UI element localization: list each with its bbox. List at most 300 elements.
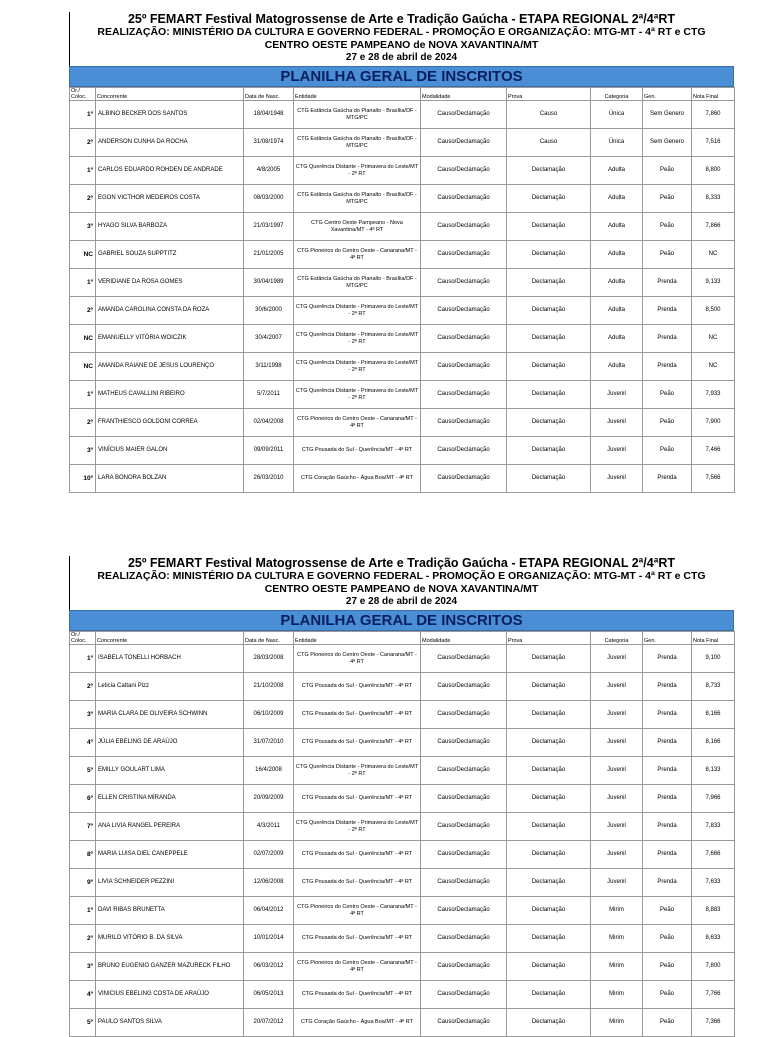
col-pos: Or./ Coloc. (70, 632, 96, 645)
cell-pos: 1º (70, 269, 96, 297)
table-row (70, 353, 735, 381)
cell-prova: Declamação (507, 213, 591, 241)
cell-pos: 2º (70, 925, 96, 953)
cell-modalidade: Causo/Declamação (421, 953, 507, 981)
col-nome: Concorrente (96, 632, 244, 645)
cell-entidade: CTG Querência Distante - Primavera do Leste/MT - 2ª RT (294, 297, 421, 325)
cell-prova: Declamação (507, 785, 591, 813)
cell-nasc: 06/04/2012 (244, 897, 294, 925)
cell-entidade: CTG Pousada do Sul - Querência/MT - 4ª RT (294, 785, 421, 813)
cell-modalidade: Causo/Declamação (421, 757, 507, 785)
festival-title: 25º FEMART Festival Matogrossense de Arte e Tradição Gaúcha - ETAPA REGIONAL 2ª/4ªRT (127, 12, 676, 26)
cell-nome: Leticia Cattani Pizz (96, 673, 244, 701)
cell-entidade: CTG Pousada do Sul - Querência/MT - 4ª RT (294, 701, 421, 729)
cell-entidade: CTG Querência Distante - Primavera do Leste/MT - 2ª RT (294, 157, 421, 185)
cell-prova: Declamação (507, 953, 591, 981)
planilha-banner: PLANILHA GERAL DE INSCRITOS (69, 66, 734, 87)
cell-prova: Declamação (507, 841, 591, 869)
table-row (70, 185, 735, 213)
cell-entidade: CTG Pousada do Sul - Querência/MT - 4ª RT (294, 981, 421, 1009)
cell-nota: 9,133 (692, 269, 735, 297)
event-date: 27 e 28 de abril de 2024 (345, 52, 458, 63)
cell-entidade: CTG Pousada do Sul - Querência/MT - 4ª RT (294, 437, 421, 465)
cell-modalidade: Causo/Declamação (421, 981, 507, 1009)
cell-categoria: Mirim (591, 897, 643, 925)
cell-nome: FRANTHIESCO GOLDONI CORREA (96, 409, 244, 437)
cell-nota: 7,766 (692, 981, 735, 1009)
cell-nasc: 30/04/1989 (244, 269, 294, 297)
cell-nome: MURILO VITÓRIO B. DA SILVA (96, 925, 244, 953)
cell-prova: Causo (507, 101, 591, 129)
table-body (70, 645, 735, 1037)
cell-entidade: CTG Estância Gaúcha do Planalto - Brasília/DF - MTG/PC (294, 129, 421, 157)
table-row (70, 953, 735, 981)
cell-categoria: Juvenil (591, 465, 643, 493)
cell-nota: 7,366 (692, 1009, 735, 1037)
table-body (70, 101, 735, 493)
cell-categoria: Juvenil (591, 729, 643, 757)
cell-nasc: 06/05/2013 (244, 981, 294, 1009)
cell-nome: ANA LIVIA RANGEL PEREIRA (96, 813, 244, 841)
cell-pos: 2º (70, 185, 96, 213)
table-row (70, 981, 735, 1009)
table-row (70, 925, 735, 953)
festival-title: 25º FEMART Festival Matogrossense de Arte e Tradição Gaúcha - ETAPA REGIONAL 2ª/4ªRT (127, 556, 676, 570)
realizacao-line: REALIZAÇÃO: MINISTÉRIO DA CULTURA E GOVERNO FEDERAL - PROMOÇÃO E ORGANIZAÇÃO: MTG-MT - 4ª RT e CTG (97, 570, 706, 582)
col-prova: Prova (507, 632, 591, 645)
cell-nota: NC (692, 353, 735, 381)
cell-nota: 7,866 (692, 213, 735, 241)
cell-nasc: 02/07/2009 (244, 841, 294, 869)
cell-categoria: Juvenil (591, 813, 643, 841)
cell-pos: 8º (70, 841, 96, 869)
cell-modalidade: Causo/Declamação (421, 409, 507, 437)
cell-nasc: 12/06/2008 (244, 869, 294, 897)
cell-categoria: Mirim (591, 1009, 643, 1037)
cell-gen: Peão (643, 241, 692, 269)
cell-nome: AMANDA RAIANE DE JESUS LOURENÇO (96, 353, 244, 381)
table-row (70, 465, 735, 493)
cell-modalidade: Causo/Declamação (421, 269, 507, 297)
col-nota: Nota Final (692, 88, 735, 101)
sheet-header (69, 556, 734, 608)
table-row (70, 701, 735, 729)
cell-entidade: CTG Querência Distante - Primavera do Leste/MT - 2ª RT (294, 813, 421, 841)
cell-nasc: 30/6/2000 (244, 297, 294, 325)
cell-nome: JÚLIA EBELING DE ARAÚJO (96, 729, 244, 757)
cell-categoria: Mirim (591, 925, 643, 953)
table-row (70, 673, 735, 701)
cell-nota: 8,733 (692, 673, 735, 701)
cell-pos: 1º (70, 645, 96, 673)
cell-pos: 3º (70, 213, 96, 241)
cell-nasc: 21/03/1997 (244, 213, 294, 241)
cell-gen: Peão (643, 953, 692, 981)
cell-nasc: 10/01/2014 (244, 925, 294, 953)
col-entidade: Entidade (294, 632, 421, 645)
table-header-row (70, 88, 735, 101)
cell-nasc: 4/8/2005 (244, 157, 294, 185)
cell-modalidade: Causo/Declamação (421, 157, 507, 185)
cell-gen: Prenda (643, 785, 692, 813)
event-date: 27 e 28 de abril de 2024 (345, 596, 458, 607)
cell-categoria: Juvenil (591, 841, 643, 869)
cell-categoria: Adulta (591, 325, 643, 353)
cell-nota: 7,666 (692, 841, 735, 869)
cell-gen: Prenda (643, 673, 692, 701)
col-gen: Gen. (643, 88, 692, 101)
cell-nome: LIVIA SCHNEIDER PEZZINI (96, 869, 244, 897)
cell-nasc: 16/4/2008 (244, 757, 294, 785)
cell-gen: Peão (643, 981, 692, 1009)
cell-nome: MATHEUS CAVALLINI RIBEIRO (96, 381, 244, 409)
table-row (70, 757, 735, 785)
table-header-row (70, 632, 735, 645)
cell-categoria: Adulta (591, 241, 643, 269)
cell-modalidade: Causo/Declamação (421, 729, 507, 757)
cell-gen: Prenda (643, 465, 692, 493)
cell-prova: Declamação (507, 241, 591, 269)
cell-pos: 4º (70, 981, 96, 1009)
cell-entidade: CTG Coração Gaúcho - Água Boa/MT - 4ª RT (294, 465, 421, 493)
cell-modalidade: Causo/Declamação (421, 813, 507, 841)
cell-entidade: CTG Estância Gaúcha do Planalto - Brasília/DF - MTG/PC (294, 101, 421, 129)
col-nasc: Data de Nasc. (244, 88, 294, 101)
cell-pos: 2º (70, 297, 96, 325)
sheet-1 (69, 12, 734, 493)
cell-categoria: Juvenil (591, 757, 643, 785)
cell-nota: 7,516 (692, 129, 735, 157)
cell-nome: EMILLY GOULART LIMA (96, 757, 244, 785)
cell-categoria: Juvenil (591, 437, 643, 465)
cell-modalidade: Causo/Declamação (421, 869, 507, 897)
cell-entidade: CTG Pousada do Sul - Querência/MT - 4ª RT (294, 925, 421, 953)
cell-prova: Declamação (507, 701, 591, 729)
cell-pos: 5º (70, 1009, 96, 1037)
cell-categoria: Adulta (591, 157, 643, 185)
cell-nasc: 4/3/2011 (244, 813, 294, 841)
cell-prova: Declamação (507, 981, 591, 1009)
cell-nota: 8,883 (692, 897, 735, 925)
centro-line: CENTRO OESTE PAMPEANO de NOVA XAVANTINA/MT (264, 39, 539, 51)
cell-modalidade: Causo/Declamação (421, 185, 507, 213)
sheet-header (69, 12, 734, 64)
cell-nasc: 18/04/1948 (244, 101, 294, 129)
cell-gen: Prenda (643, 269, 692, 297)
cell-nome: BRUNO EUGENIO GANZER MAZURECK FILHO (96, 953, 244, 981)
cell-gen: Peão (643, 185, 692, 213)
cell-nasc: 20/07/2012 (244, 1009, 294, 1037)
cell-gen: Prenda (643, 701, 692, 729)
cell-nome: CARLOS EDUARDO ROHDEN DE ANDRADE (96, 157, 244, 185)
cell-categoria: Juvenil (591, 673, 643, 701)
cell-prova: Declamação (507, 673, 591, 701)
table-row (70, 409, 735, 437)
cell-modalidade: Causo/Declamação (421, 353, 507, 381)
cell-categoria: Adulta (591, 297, 643, 325)
cell-modalidade: Causo/Declamação (421, 925, 507, 953)
cell-pos: 9º (70, 869, 96, 897)
cell-categoria: Mirim (591, 981, 643, 1009)
cell-pos: 2º (70, 129, 96, 157)
cell-entidade: CTG Pousada do Sul - Querência/MT - 4ª RT (294, 841, 421, 869)
cell-nome: EMANUELLY VITÓRIA WOICZIK (96, 325, 244, 353)
cell-entidade: CTG Querência Distante - Primavera do Leste/MT - 2ª RT (294, 757, 421, 785)
cell-gen: Prenda (643, 729, 692, 757)
cell-gen: Peão (643, 213, 692, 241)
cell-pos: 5º (70, 757, 96, 785)
table-row (70, 129, 735, 157)
table-row (70, 729, 735, 757)
cell-nota: 7,933 (692, 381, 735, 409)
cell-pos: 4º (70, 729, 96, 757)
cell-nota: 7,966 (692, 785, 735, 813)
cell-nasc: 08/03/2000 (244, 185, 294, 213)
cell-modalidade: Causo/Declamação (421, 381, 507, 409)
cell-gen: Sem Genero (643, 101, 692, 129)
cell-entidade: CTG Coração Gaúcho - Água Boa/MT - 4ª RT (294, 1009, 421, 1037)
cell-modalidade: Causo/Declamação (421, 325, 507, 353)
cell-modalidade: Causo/Declamação (421, 129, 507, 157)
cell-nasc: 31/08/1974 (244, 129, 294, 157)
col-pos: Or./ Coloc. (70, 88, 96, 101)
cell-nasc: 20/09/2009 (244, 785, 294, 813)
cell-gen: Prenda (643, 325, 692, 353)
cell-gen: Prenda (643, 645, 692, 673)
cell-prova: Declamação (507, 325, 591, 353)
cell-nome: AMANDA CAROLINA CONSTA DA ROZA (96, 297, 244, 325)
cell-nome: ELLEN CRISTINA MIRANDA (96, 785, 244, 813)
cell-entidade: CTG Centro Oeste Pampeano - Nova Xavantina/MT - 4ª RT (294, 213, 421, 241)
centro-line: CENTRO OESTE PAMPEANO de NOVA XAVANTINA/MT (264, 583, 539, 595)
cell-pos: 1º (70, 101, 96, 129)
cell-categoria: Única (591, 129, 643, 157)
cell-prova: Declamação (507, 381, 591, 409)
cell-categoria: Adulta (591, 185, 643, 213)
table-row (70, 241, 735, 269)
cell-prova: Declamação (507, 729, 591, 757)
table-row (70, 381, 735, 409)
table-row (70, 841, 735, 869)
col-gen: Gen. (643, 632, 692, 645)
cell-nota: 7,900 (692, 409, 735, 437)
col-nome: Concorrente (96, 88, 244, 101)
cell-prova: Declamação (507, 645, 591, 673)
cell-modalidade: Causo/Declamação (421, 701, 507, 729)
cell-nome: MARIA LUISA DIEL CANEPPELE (96, 841, 244, 869)
cell-prova: Declamação (507, 269, 591, 297)
cell-categoria: Juvenil (591, 785, 643, 813)
sheet-2 (69, 556, 734, 1037)
col-entidade: Entidade (294, 88, 421, 101)
col-modalidade: Modalidade (421, 632, 507, 645)
cell-entidade: CTG Querência Distante - Primavera do Leste/MT - 2ª RT (294, 353, 421, 381)
cell-pos: 3º (70, 437, 96, 465)
cell-pos: NC (70, 241, 96, 269)
table-row (70, 269, 735, 297)
cell-categoria: Juvenil (591, 869, 643, 897)
cell-pos: 7º (70, 813, 96, 841)
cell-prova: Declamação (507, 813, 591, 841)
cell-entidade: CTG Pousada do Sul - Querência/MT - 4ª RT (294, 673, 421, 701)
cell-entidade: CTG Querência Distante - Primavera do Leste/MT - 2ª RT (294, 325, 421, 353)
cell-pos: 1º (70, 897, 96, 925)
col-nota: Nota Final (692, 632, 735, 645)
cell-nome: VINICIUS EBELING COSTA DE ARAÚJO (96, 981, 244, 1009)
cell-nota: 8,633 (692, 925, 735, 953)
cell-nome: GABRIEL SOUZA SUPPTITZ (96, 241, 244, 269)
col-nasc: Data de Nasc. (244, 632, 294, 645)
col-categoria: Categoria (591, 632, 643, 645)
table-row (70, 325, 735, 353)
cell-nome: ALBINO BECKER DOS SANTOS (96, 101, 244, 129)
cell-modalidade: Causo/Declamação (421, 465, 507, 493)
cell-nota: 8,166 (692, 729, 735, 757)
cell-pos: 1º (70, 157, 96, 185)
cell-nasc: 06/03/2012 (244, 953, 294, 981)
cell-gen: Peão (643, 409, 692, 437)
cell-entidade: CTG Pioneiros do Centro Oeste - Canarana/MT - 4ª RT (294, 241, 421, 269)
cell-nota: 7,566 (692, 465, 735, 493)
cell-modalidade: Causo/Declamação (421, 841, 507, 869)
cell-gen: Peão (643, 381, 692, 409)
cell-pos: NC (70, 353, 96, 381)
table-row (70, 297, 735, 325)
table-row (70, 213, 735, 241)
cell-nasc: 26/03/2010 (244, 465, 294, 493)
cell-modalidade: Causo/Declamação (421, 241, 507, 269)
cell-nota: 7,860 (692, 101, 735, 129)
table-row (70, 813, 735, 841)
cell-nome: MARIA CLARA DE OLIVEIRA SCHWINN (96, 701, 244, 729)
cell-prova: Declamação (507, 1009, 591, 1037)
cell-nasc: 21/10/2008 (244, 673, 294, 701)
cell-categoria: Juvenil (591, 645, 643, 673)
table-row (70, 785, 735, 813)
table-row (70, 645, 735, 673)
cell-prova: Declamação (507, 157, 591, 185)
cell-gen: Peão (643, 1009, 692, 1037)
cell-categoria: Adulta (591, 213, 643, 241)
cell-modalidade: Causo/Declamação (421, 897, 507, 925)
cell-nome: PAULO SANTOS SILVA (96, 1009, 244, 1037)
cell-prova: Declamação (507, 185, 591, 213)
col-categoria: Categoria (591, 88, 643, 101)
cell-gen: Prenda (643, 353, 692, 381)
cell-nota: 7,466 (692, 437, 735, 465)
cell-nota: 8,133 (692, 757, 735, 785)
cell-categoria: Juvenil (591, 381, 643, 409)
cell-entidade: CTG Estância Gaúcha do Planalto - Brasília/DF - MTG/PC (294, 269, 421, 297)
cell-nota: 7,633 (692, 869, 735, 897)
cell-nome: LARA BONORA BOLZAN (96, 465, 244, 493)
cell-nasc: 28/03/2008 (244, 645, 294, 673)
cell-gen: Peão (643, 897, 692, 925)
cell-entidade: CTG Pioneiros do Centro Oeste - Canarana/MT - 4ª RT (294, 953, 421, 981)
cell-nome: ISABELA TONELLI HORBACH (96, 645, 244, 673)
cell-gen: Peão (643, 925, 692, 953)
cell-categoria: Mirim (591, 953, 643, 981)
cell-entidade: CTG Pioneiros do Centro Oeste - Canarana/MT - 4ª RT (294, 897, 421, 925)
cell-entidade: CTG Estância Gaúcha do Planalto - Brasília/DF - MTG/PC (294, 185, 421, 213)
cell-nasc: 5/7/2011 (244, 381, 294, 409)
cell-gen: Prenda (643, 869, 692, 897)
cell-categoria: Juvenil (591, 409, 643, 437)
cell-categoria: Única (591, 101, 643, 129)
cell-categoria: Adulta (591, 269, 643, 297)
table-row (70, 869, 735, 897)
cell-nota: NC (692, 325, 735, 353)
table-row (70, 157, 735, 185)
cell-nasc: 31/07/2010 (244, 729, 294, 757)
cell-prova: Declamação (507, 297, 591, 325)
table-row (70, 897, 735, 925)
cell-nota: NC (692, 241, 735, 269)
cell-gen: Prenda (643, 757, 692, 785)
cell-pos: 10º (70, 465, 96, 493)
cell-entidade: CTG Querência Distante - Primavera do Leste/MT - 2ª RT (294, 381, 421, 409)
cell-prova: Declamação (507, 353, 591, 381)
cell-nome: DAVI RIBAS BRUNETTA (96, 897, 244, 925)
cell-nome: VERIDIANE DA ROSA GOMES (96, 269, 244, 297)
inscritos-table (69, 87, 735, 493)
cell-nome: EGON VICTHOR MEDEIROS COSTA (96, 185, 244, 213)
cell-modalidade: Causo/Declamação (421, 1009, 507, 1037)
cell-pos: NC (70, 325, 96, 353)
cell-pos: 6º (70, 785, 96, 813)
cell-gen: Prenda (643, 297, 692, 325)
cell-prova: Declamação (507, 437, 591, 465)
cell-nasc: 30/4/2007 (244, 325, 294, 353)
planilha-banner: PLANILHA GERAL DE INSCRITOS (69, 610, 734, 631)
cell-prova: Declamação (507, 757, 591, 785)
cell-pos: 2º (70, 409, 96, 437)
cell-nasc: 21/01/2005 (244, 241, 294, 269)
cell-pos: 2º (70, 673, 96, 701)
cell-gen: Sem Genero (643, 129, 692, 157)
cell-nasc: 3/11/1998 (244, 353, 294, 381)
cell-prova: Declamação (507, 409, 591, 437)
cell-pos: 3º (70, 701, 96, 729)
cell-prova: Declamação (507, 897, 591, 925)
realizacao-line: REALIZAÇÃO: MINISTÉRIO DA CULTURA E GOVERNO FEDERAL - PROMOÇÃO E ORGANIZAÇÃO: MTG-MT - 4ª RT e CTG (97, 26, 706, 38)
cell-modalidade: Causo/Declamação (421, 673, 507, 701)
cell-entidade: CTG Pousada do Sul - Querência/MT - 4ª RT (294, 729, 421, 757)
cell-gen: Prenda (643, 813, 692, 841)
cell-modalidade: Causo/Declamação (421, 101, 507, 129)
cell-modalidade: Causo/Declamação (421, 645, 507, 673)
col-modalidade: Modalidade (421, 88, 507, 101)
cell-gen: Prenda (643, 841, 692, 869)
cell-nota: 8,166 (692, 701, 735, 729)
cell-gen: Peão (643, 437, 692, 465)
cell-nota: 9,100 (692, 645, 735, 673)
cell-nome: VINÍCIUS MAIER GALON (96, 437, 244, 465)
cell-nome: HYAGO SILVA BARBOZA (96, 213, 244, 241)
cell-nasc: 09/09/2011 (244, 437, 294, 465)
cell-pos: 3º (70, 953, 96, 981)
cell-modalidade: Causo/Declamação (421, 785, 507, 813)
cell-nota: 7,800 (692, 953, 735, 981)
cell-nota: 8,800 (692, 157, 735, 185)
cell-pos: 1º (70, 381, 96, 409)
cell-nota: 8,500 (692, 297, 735, 325)
cell-modalidade: Causo/Declamação (421, 297, 507, 325)
inscritos-table (69, 631, 735, 1037)
cell-entidade: CTG Pioneiros do Centro Oeste - Canarana/MT - 4ª RT (294, 409, 421, 437)
cell-modalidade: Causo/Declamação (421, 437, 507, 465)
cell-nota: 7,833 (692, 813, 735, 841)
